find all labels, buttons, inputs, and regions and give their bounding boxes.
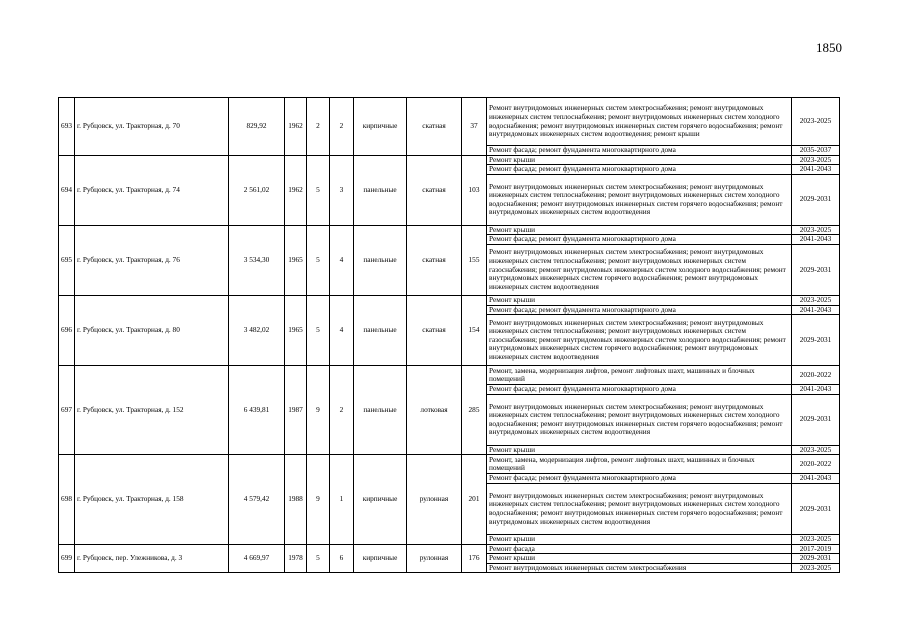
cell-period: 2020-2022 (792, 455, 840, 474)
cell-residents: 103 (462, 155, 487, 225)
cell-work-type: Ремонт внутридомовых инженерных систем электроснабжения; ремонт внутридомовых инженерных систем теплоснабжения; ремонт внутридомовых инженерных систем газоснабжения; ремонт внутридомовых инженерных систем холодного водоснабжения; ремонт внутридомовых инженерных систем горячего водоснабжения; ремонт внутридомовых инженерных систем водоотведения (487, 244, 792, 295)
cell-year-built: 1987 (285, 366, 307, 455)
cell-address: г. Рубцовск, ул. Тракторная, д. 80 (75, 295, 229, 365)
table-row (59, 98, 840, 146)
cell-work-type: Ремонт крыши (487, 554, 792, 564)
cell-work-type: Ремонт крыши (487, 534, 792, 544)
cell-roof-type: скатная (407, 98, 462, 156)
cell-period: 2023-2025 (792, 295, 840, 305)
cell-period: 2029-2031 (792, 394, 840, 445)
cell-work-type: Ремонт фасада; ремонт фундамента многоквартирного дома (487, 235, 792, 245)
cell-year-built: 1962 (285, 155, 307, 225)
cell-period: 2023-2025 (792, 225, 840, 235)
cell-work-type: Ремонт внутридомовых инженерных систем электроснабжения; ремонт внутридомовых инженерных систем теплоснабжения; ремонт внутридомовых инженерных систем холодного водоснабжения; ремонт внутридомовых инженерных систем горячего водоснабжения; ремонт внутридомовых инженерных систем водоотведения (487, 394, 792, 445)
cell-period: 2023-2025 (792, 155, 840, 165)
cell-entrances: 4 (330, 225, 354, 295)
cell-floors: 5 (307, 155, 330, 225)
cell-period: 2035-2037 (792, 146, 840, 156)
cell-work-type: Ремонт фасада; ремонт фундамента многоквартирного дома (487, 474, 792, 484)
cell-period: 2023-2025 (792, 98, 840, 146)
cell-period: 2041-2043 (792, 474, 840, 484)
cell-floors: 5 (307, 544, 330, 573)
cell-floors: 5 (307, 295, 330, 365)
cell-total-area: 4 669,97 (229, 544, 285, 573)
cell-period: 2041-2043 (792, 165, 840, 175)
cell-row-number: 699 (59, 544, 75, 573)
cell-total-area: 3 482,02 (229, 295, 285, 365)
cell-entrances: 3 (330, 155, 354, 225)
cell-address: г. Рубцовск, ул. Тракторная, д. 158 (75, 455, 229, 544)
cell-total-area: 829,92 (229, 98, 285, 156)
cell-work-type: Ремонт внутридомовых инженерных систем электроснабжения; ремонт внутридомовых инженерных систем теплоснабжения; ремонт внутридомовых инженерных систем газоснабжения; ремонт внутридомовых инженерных систем холодного водоснабжения; ремонт внутридомовых инженерных систем горячего водоснабжения; ремонт внутридомовых инженерных систем водоотведения (487, 315, 792, 366)
cell-roof-type: скатная (407, 295, 462, 365)
cell-address: г. Рубцовск, пер. Улежникова, д. 3 (75, 544, 229, 573)
table-row (59, 155, 840, 165)
cell-work-type: Ремонт фасада (487, 544, 792, 554)
table-body (59, 98, 840, 573)
cell-work-type: Ремонт фасада; ремонт фундамента многоквартирного дома (487, 165, 792, 175)
cell-address: г. Рубцовск, ул. Тракторная, д. 152 (75, 366, 229, 455)
cell-floors: 9 (307, 366, 330, 455)
cell-address: г. Рубцовск, ул. Тракторная, д. 76 (75, 225, 229, 295)
cell-row-number: 697 (59, 366, 75, 455)
cell-row-number: 698 (59, 455, 75, 544)
cell-residents: 176 (462, 544, 487, 573)
cell-roof-type: лотковая (407, 366, 462, 455)
page-number: 1850 (816, 40, 842, 55)
cell-address: г. Рубцовск, ул. Тракторная, д. 74 (75, 155, 229, 225)
cell-period: 2029-2031 (792, 483, 840, 534)
cell-floors: 5 (307, 225, 330, 295)
cell-work-type: Ремонт крыши (487, 445, 792, 455)
cell-row-number: 693 (59, 98, 75, 156)
cell-wall-material: панельные (354, 366, 407, 455)
cell-wall-material: панельные (354, 155, 407, 225)
cell-work-type: Ремонт крыши (487, 225, 792, 235)
cell-period: 2029-2031 (792, 174, 840, 225)
cell-entrances: 2 (330, 98, 354, 156)
cell-work-type: Ремонт фасада; ремонт фундамента многоквартирного дома (487, 146, 792, 156)
cell-wall-material: кирпичные (354, 544, 407, 573)
cell-period: 2029-2031 (792, 244, 840, 295)
table-row (59, 225, 840, 235)
cell-entrances: 2 (330, 366, 354, 455)
cell-period: 2041-2043 (792, 235, 840, 245)
cell-roof-type: рулонная (407, 455, 462, 544)
table-row (59, 544, 840, 554)
cell-year-built: 1988 (285, 455, 307, 544)
cell-total-area: 4 579,42 (229, 455, 285, 544)
cell-work-type: Ремонт внутридомовых инженерных систем электроснабжения; ремонт внутридомовых инженерных систем теплоснабжения; ремонт внутридомовых инженерных систем холодного водоснабжения; ремонт внутридомовых инженерных систем горячего водоснабжения; ремонт внутридомовых инженерных систем водоотведения (487, 174, 792, 225)
cell-floors: 9 (307, 455, 330, 544)
cell-work-type: Ремонт, замена, модернизация лифтов, ремонт лифтовых шахт, машинных и блочных помещений (487, 366, 792, 385)
cell-period: 2041-2043 (792, 385, 840, 395)
cell-entrances: 6 (330, 544, 354, 573)
cell-roof-type: рулонная (407, 544, 462, 573)
cell-residents: 201 (462, 455, 487, 544)
cell-period: 2023-2025 (792, 534, 840, 544)
cell-year-built: 1962 (285, 98, 307, 156)
cell-residents: 154 (462, 295, 487, 365)
cell-work-type: Ремонт внутридомовых инженерных систем электроснабжения (487, 563, 792, 573)
cell-residents: 37 (462, 98, 487, 156)
cell-row-number: 695 (59, 225, 75, 295)
cell-period: 2041-2043 (792, 305, 840, 315)
cell-entrances: 1 (330, 455, 354, 544)
cell-work-type: Ремонт внутридомовых инженерных систем электроснабжения; ремонт внутридомовых инженерных систем теплоснабжения; ремонт внутридомовых инженерных систем холодного водоснабжения; ремонт внутридомовых инженерных систем горячего водоснабжения; ремонт внутридомовых инженерных систем водоотведения; ремонт крыши (487, 98, 792, 146)
cell-work-type: Ремонт внутридомовых инженерных систем электроснабжения; ремонт внутридомовых инженерных систем теплоснабжения; ремонт внутридомовых инженерных систем холодного водоснабжения; ремонт внутридомовых инженерных систем горячего водоснабжения; ремонт внутридомовых инженерных систем водоотведения (487, 483, 792, 534)
cell-wall-material: панельные (354, 225, 407, 295)
cell-period: 2029-2031 (792, 315, 840, 366)
cell-work-type: Ремонт фасада; ремонт фундамента многоквартирного дома (487, 385, 792, 395)
cell-year-built: 1965 (285, 295, 307, 365)
table-row (59, 295, 840, 305)
cell-period: 2020-2022 (792, 366, 840, 385)
cell-work-type: Ремонт фасада; ремонт фундамента многоквартирного дома (487, 305, 792, 315)
cell-work-type: Ремонт крыши (487, 295, 792, 305)
cell-work-type: Ремонт крыши (487, 155, 792, 165)
cell-residents: 285 (462, 366, 487, 455)
cell-year-built: 1965 (285, 225, 307, 295)
cell-wall-material: панельные (354, 295, 407, 365)
cell-roof-type: скатная (407, 155, 462, 225)
cell-work-type: Ремонт, замена, модернизация лифтов, ремонт лифтовых шахт, машинных и блочных помещений (487, 455, 792, 474)
cell-period: 2023-2025 (792, 563, 840, 573)
cell-row-number: 694 (59, 155, 75, 225)
table-row (59, 366, 840, 385)
cell-period: 2017-2019 (792, 544, 840, 554)
cell-residents: 155 (462, 225, 487, 295)
cell-total-area: 6 439,81 (229, 366, 285, 455)
cell-period: 2023-2025 (792, 445, 840, 455)
cell-wall-material: кирпичные (354, 455, 407, 544)
repair-program-table (58, 97, 840, 573)
cell-address: г. Рубцовск, ул. Тракторная, д. 70 (75, 98, 229, 156)
table-row (59, 455, 840, 474)
cell-total-area: 2 561,02 (229, 155, 285, 225)
cell-row-number: 696 (59, 295, 75, 365)
cell-period: 2029-2031 (792, 554, 840, 564)
cell-roof-type: скатная (407, 225, 462, 295)
cell-entrances: 4 (330, 295, 354, 365)
cell-year-built: 1978 (285, 544, 307, 573)
cell-floors: 2 (307, 98, 330, 156)
cell-wall-material: кирпичные (354, 98, 407, 156)
cell-total-area: 3 534,30 (229, 225, 285, 295)
